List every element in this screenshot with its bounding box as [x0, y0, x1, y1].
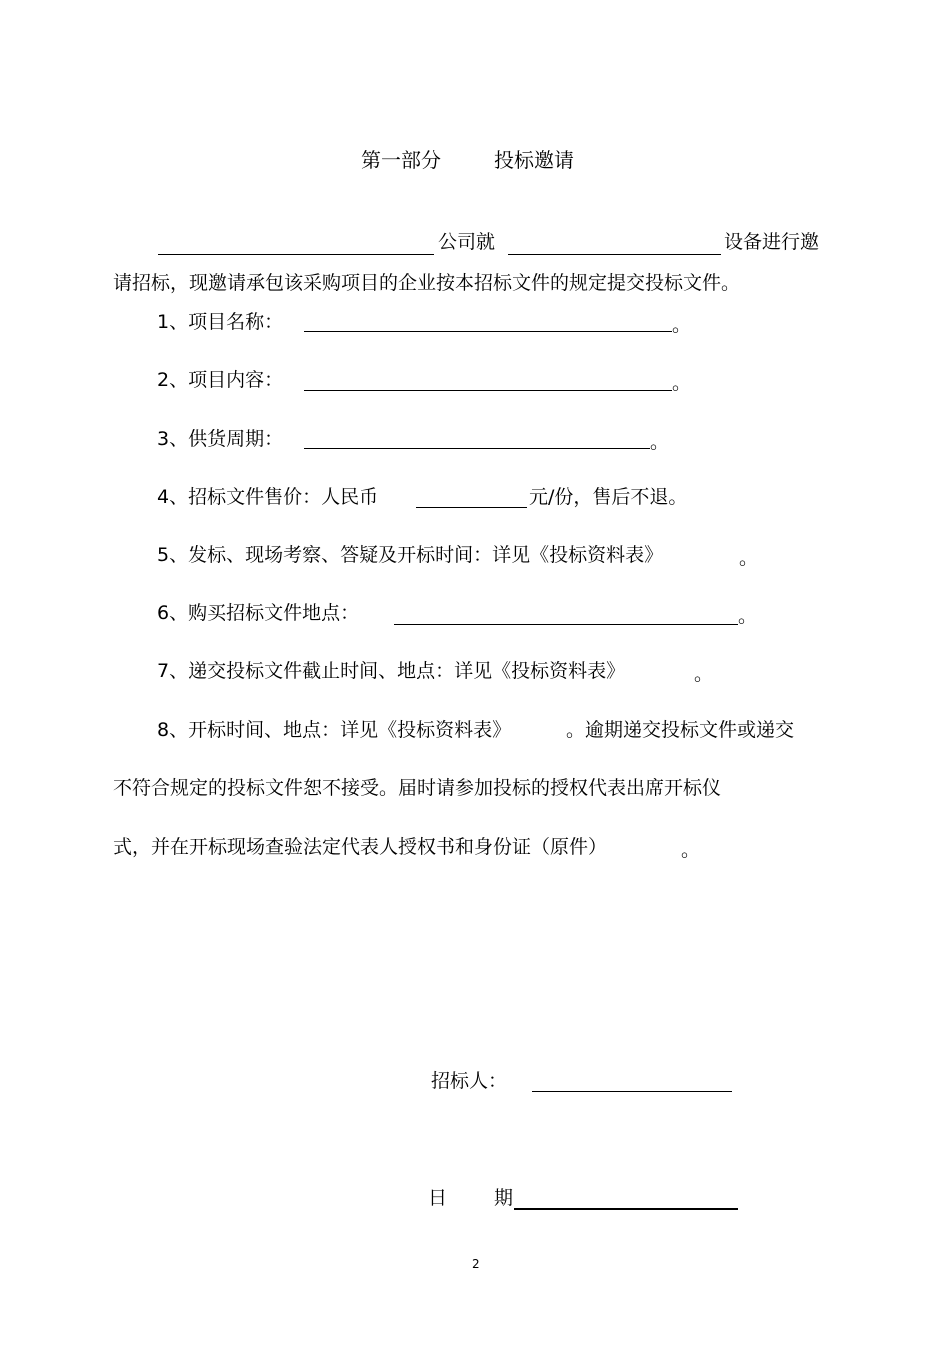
item-2-period: 。: [672, 372, 692, 394]
item-2-blank: [304, 390, 672, 391]
section-label: 第一部分: [361, 148, 441, 172]
page-number: 2: [472, 1257, 480, 1271]
date-blank: [514, 1208, 738, 1210]
item-1-label: 1、项目名称：: [157, 311, 284, 333]
item-7-label: 7、递交投标文件截止时间、地点：详见《投标资料表》: [157, 660, 626, 682]
item-4-suffix: 元/份，售后不退。: [529, 486, 688, 508]
intro-text: 请招标，现邀请承包该采购项目的企业按本招标文件的规定提交投标文件。: [113, 272, 741, 294]
paragraph-line-2: 不符合规定的投标文件恕不接受。届时请参加投标的授权代表出席开标仪: [113, 777, 722, 799]
company-name-blank: [158, 254, 434, 255]
date-label-char-1: 日: [428, 1187, 448, 1209]
item-7-period: 。: [694, 663, 714, 685]
paragraph-line-3: 式，并在开标现场查验法定代表人授权书和身份证（原件）: [113, 836, 608, 858]
item-3-period: 。: [650, 431, 670, 453]
item-6-label: 6、购买招标文件地点：: [157, 602, 360, 624]
date-label-char-2: 期: [494, 1187, 514, 1209]
equipment-suffix-text: 设备进行邀: [724, 231, 820, 253]
item-6-period: 。: [738, 605, 758, 627]
item-6-blank: [394, 624, 738, 625]
equipment-name-blank: [508, 254, 721, 255]
item-5-label: 5、发标、现场考察、答疑及开标时间：详见《投标资料表》: [157, 544, 664, 566]
item-4-price-blank: [416, 507, 527, 508]
item-1-period: 。: [672, 314, 692, 336]
paragraph-line-3-period: 。: [681, 839, 701, 861]
item-3-blank: [304, 448, 650, 449]
item-1-blank: [304, 331, 672, 332]
signer-label: 招标人：: [431, 1070, 508, 1092]
item-5-period: 。: [739, 547, 759, 569]
page-title: 投标邀请: [494, 148, 574, 172]
item-2-label: 2、项目内容：: [157, 369, 284, 391]
item-4-label: 4、招标文件售价：人民币: [157, 486, 379, 508]
signer-blank: [532, 1091, 732, 1092]
item-8-continuation: 。逾期递交投标文件或递交: [566, 719, 795, 741]
item-8-label: 8、开标时间、地点：详见《投标资料表》: [157, 719, 512, 741]
company-suffix-text: 公司就: [438, 231, 496, 253]
item-3-label: 3、供货周期：: [157, 428, 284, 450]
